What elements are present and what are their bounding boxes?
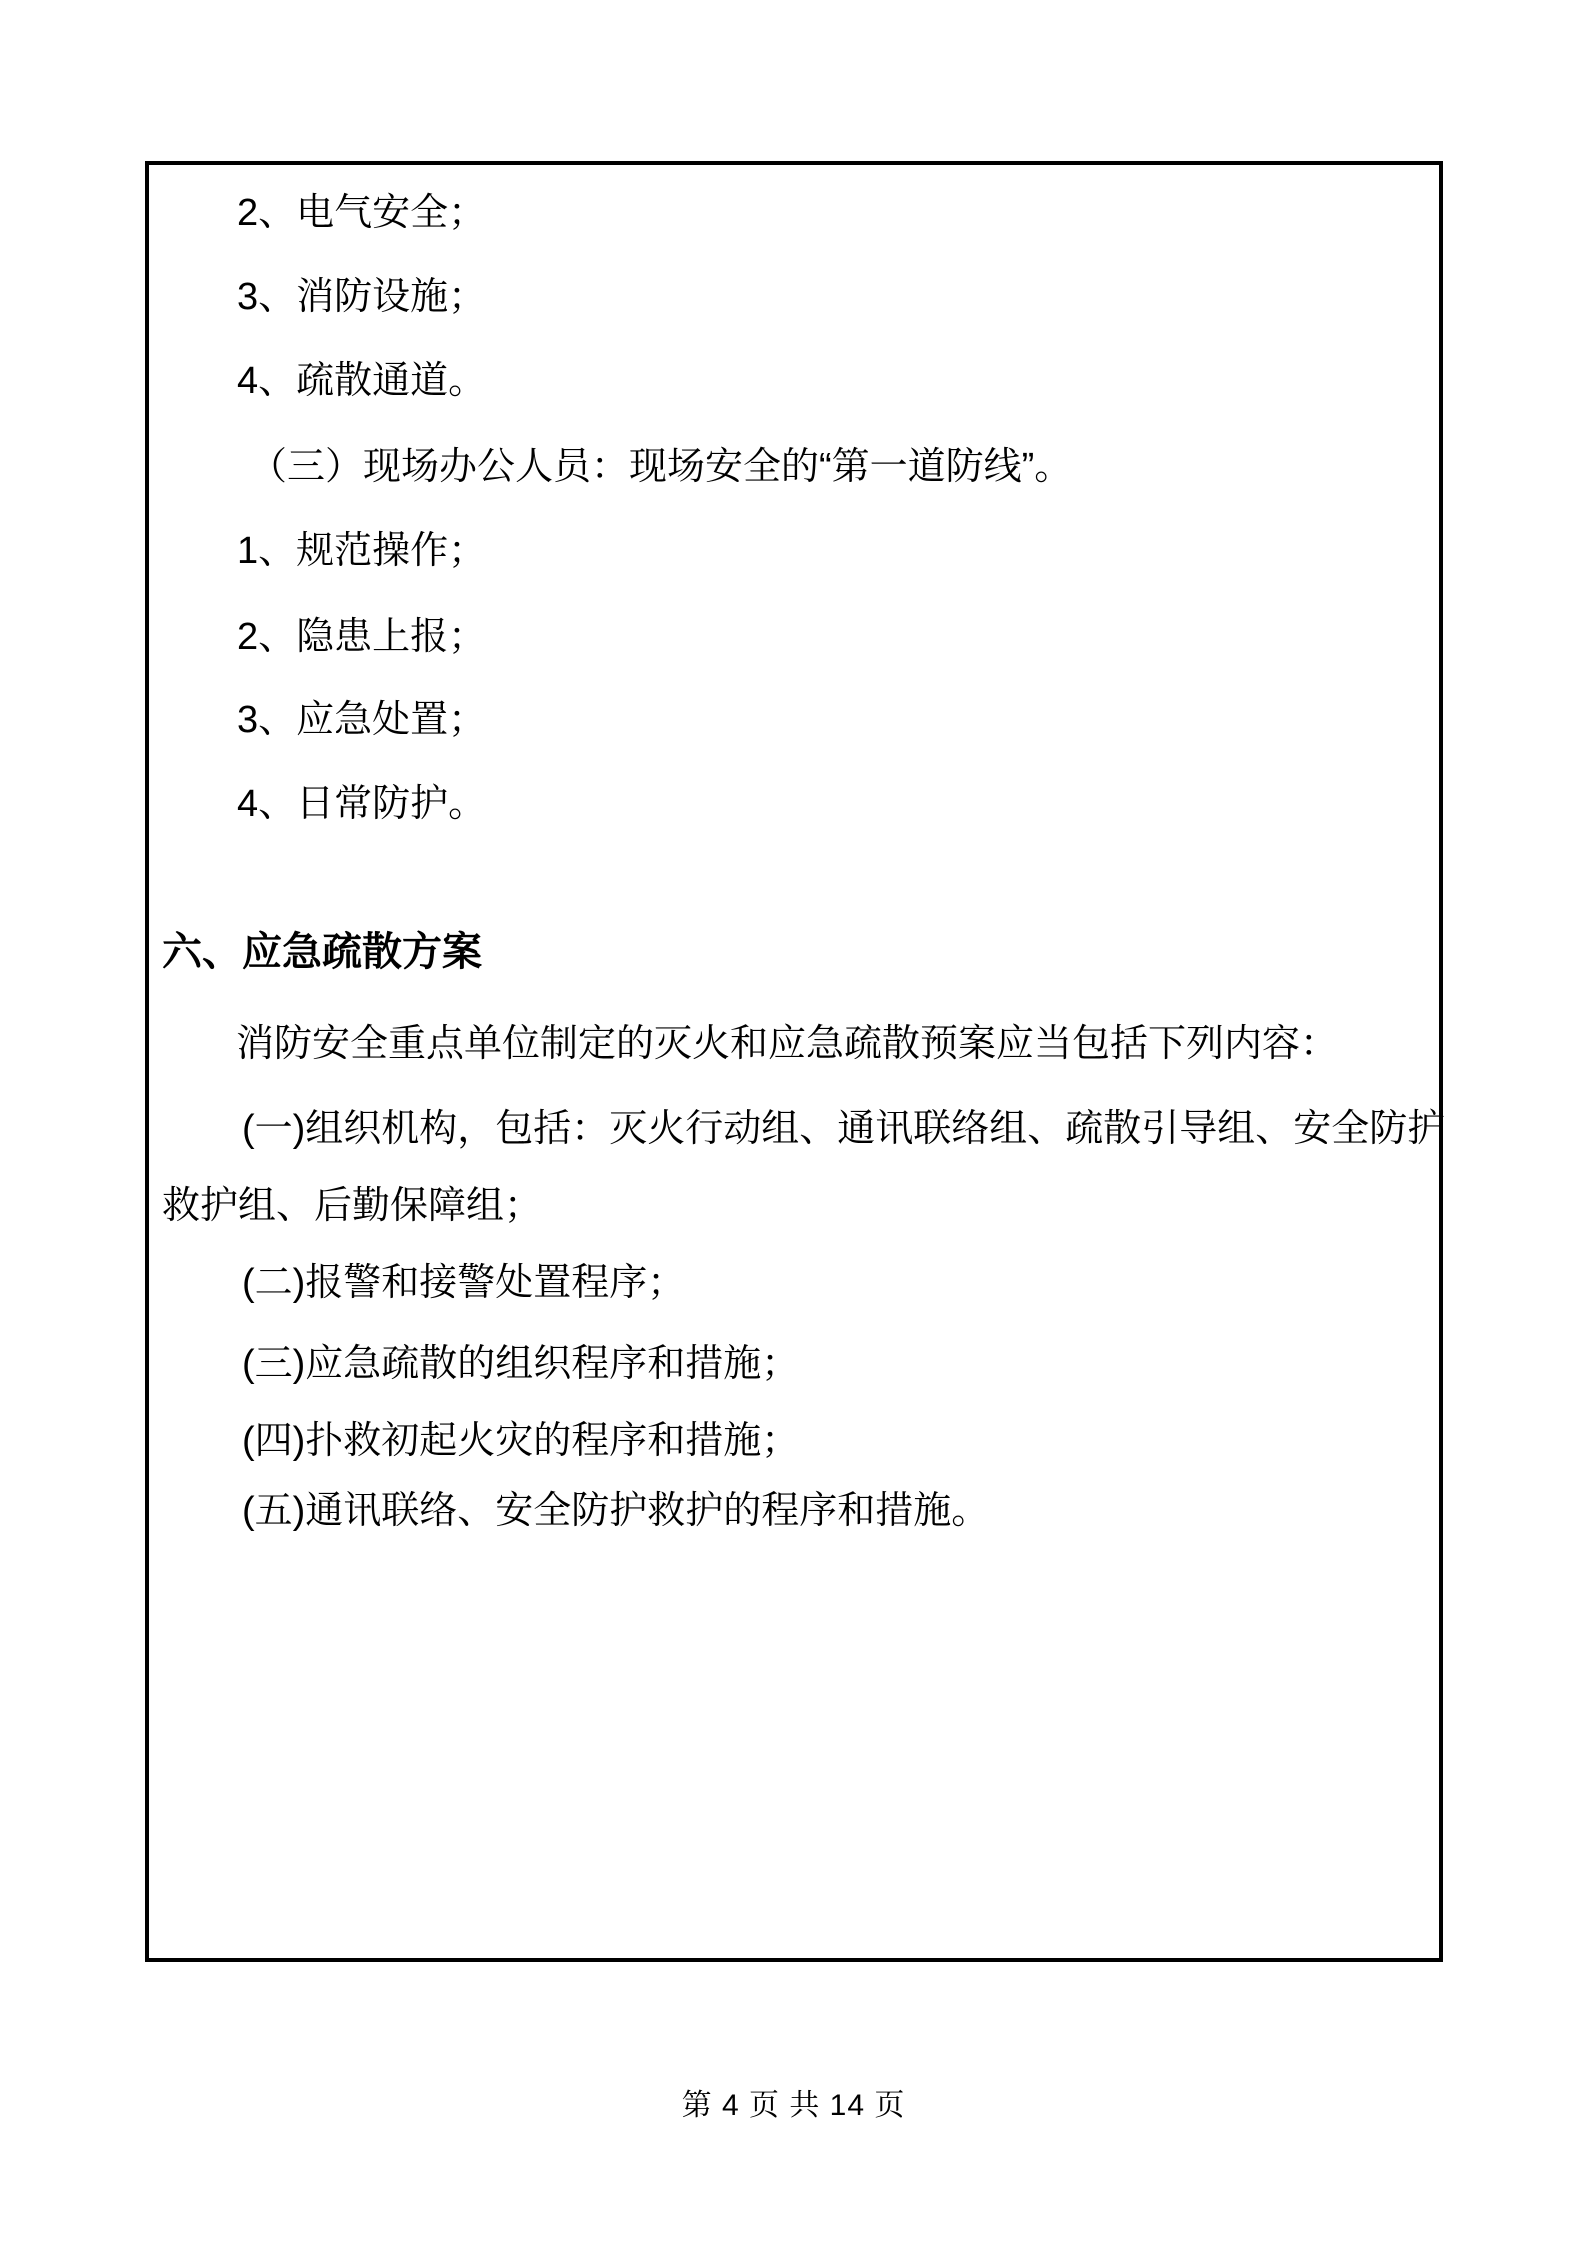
list-item: 3、消防设施； bbox=[237, 276, 487, 318]
paragraph-line: (一)组织机构，包括：灭火行动组、通讯联络组、疏散引导组、安全防护 bbox=[242, 1108, 1446, 1150]
page-number-footer: 第 4 页 共 14 页 bbox=[681, 2089, 906, 2122]
paragraph-line: (五)通讯联络、安全防护救护的程序和措施。 bbox=[242, 1490, 990, 1532]
section-heading: 六、应急疏散方案 bbox=[162, 930, 482, 974]
list-item: 2、隐患上报； bbox=[237, 616, 487, 658]
subsection-heading: （三）现场办公人员：现场安全的“第一道防线”。 bbox=[249, 446, 1073, 488]
list-item: 1、规范操作； bbox=[237, 530, 487, 572]
document-border-frame bbox=[145, 161, 1446, 1962]
paragraph-line: (三)应急疏散的组织程序和措施； bbox=[242, 1343, 800, 1385]
list-item: 4、日常防护。 bbox=[237, 783, 487, 825]
list-item: 3、应急处置； bbox=[237, 699, 487, 741]
paragraph-line: 救护组、后勤保障组； bbox=[162, 1185, 543, 1227]
list-item: 4、疏散通道。 bbox=[237, 360, 487, 402]
paragraph-line: (四)扑救初起火灾的程序和措施； bbox=[242, 1420, 800, 1462]
paragraph-line: (二)报警和接警处置程序； bbox=[242, 1262, 686, 1304]
list-item: 2、电气安全； bbox=[237, 192, 487, 234]
paragraph-line: 消防安全重点单位制定的灭火和应急疏散预案应当包括下列内容： bbox=[236, 1023, 1339, 1065]
